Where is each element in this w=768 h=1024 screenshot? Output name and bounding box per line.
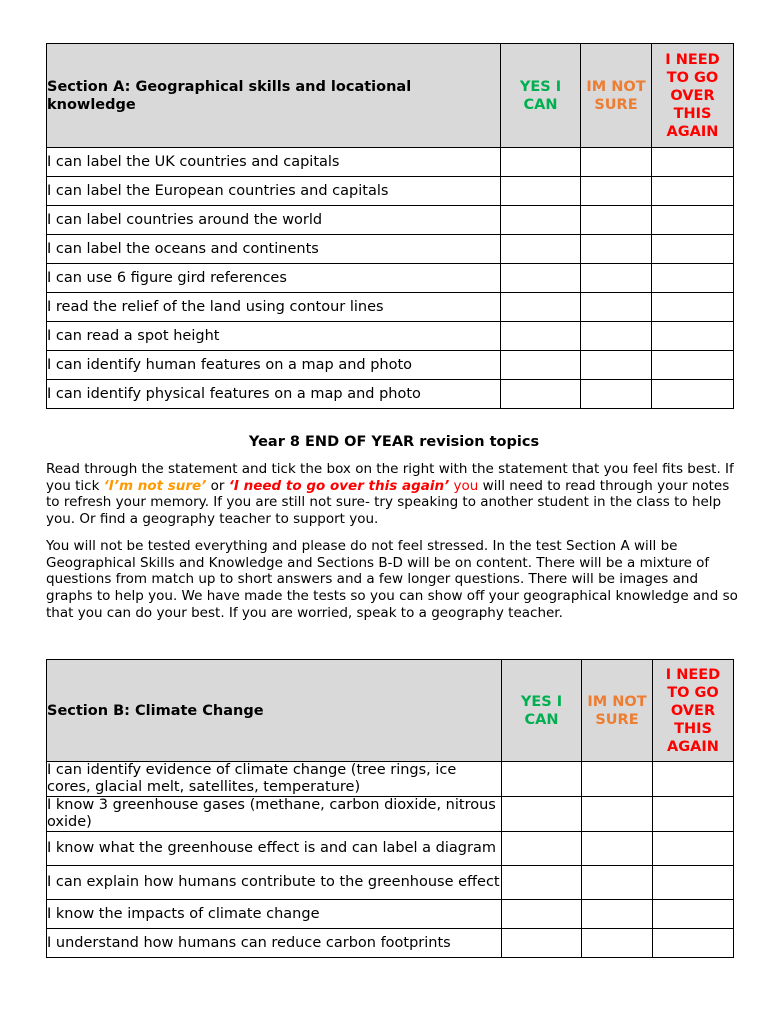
tick-box-yes[interactable] (501, 177, 581, 206)
statement-text: I know the impacts of climate change (47, 900, 502, 929)
statement-text: I can identify evidence of climate change (tree rings, ice cores, glacial melt, satellites, temperature) (47, 762, 502, 797)
instructions-text-2: or (206, 477, 229, 494)
tick-box-yes[interactable] (501, 322, 581, 351)
instructions-text-4: will need to read through your notes to refresh your memory. If you are still not sure- try speaking to another student in the class to help you. Or find a geography teacher to support you. (46, 477, 730, 528)
instructions-paragraph (46, 461, 746, 528)
tick-box-not-sure[interactable] (582, 900, 653, 929)
go-over-emphasis: ‘I need to go over this again’ (228, 477, 450, 494)
section-b-header-row (47, 660, 734, 762)
instructions-text-3: you (449, 477, 479, 494)
table-row (47, 322, 734, 351)
tick-box-yes[interactable] (502, 797, 582, 832)
statement-text: I can label countries around the world (47, 206, 501, 235)
tick-box-not-sure[interactable] (581, 351, 652, 380)
tick-box-again[interactable] (653, 762, 734, 797)
tick-box-yes[interactable] (502, 832, 582, 866)
tick-box-again[interactable] (652, 235, 734, 264)
tick-box-yes[interactable] (502, 900, 582, 929)
section-a-col-again: I NEED TO GO OVER THIS AGAIN (652, 44, 734, 148)
statement-text: I read the relief of the land using contour lines (47, 293, 501, 322)
statement-text: I can identify physical features on a map and photo (47, 380, 501, 409)
statement-text: I know what the greenhouse effect is and can label a diagram (47, 832, 502, 866)
tick-box-yes[interactable] (501, 148, 581, 177)
tick-box-yes[interactable] (501, 235, 581, 264)
statement-text: I can explain how humans contribute to the greenhouse effect (47, 866, 502, 900)
tick-box-yes[interactable] (501, 206, 581, 235)
section-b-col-yes: YES I CAN (502, 660, 582, 762)
tick-box-not-sure[interactable] (581, 148, 652, 177)
tick-box-yes[interactable] (502, 929, 582, 958)
tick-box-again[interactable] (652, 177, 734, 206)
table-row (47, 900, 734, 929)
tick-box-not-sure[interactable] (581, 322, 652, 351)
table-row (47, 206, 734, 235)
tick-box-not-sure[interactable] (581, 293, 652, 322)
test-info-paragraph: You will not be tested everything and please do not feel stressed. In the test Section A will be Geographical Skills and Knowledge and Sections B-D will be on content. There will be a mixture of questions from match up to short answers and a few longer questions. There will be images and graphs to help you. We have made the tests so you can show off your geographical knowledge and so that you can do your best. If you are worried, speak to a geography teacher. (46, 538, 738, 621)
tick-box-again[interactable] (652, 264, 734, 293)
table-row (47, 929, 734, 958)
statement-text: I can use 6 figure gird references (47, 264, 501, 293)
table-row (47, 797, 734, 832)
table-row (47, 293, 734, 322)
statement-text: I know 3 greenhouse gases (methane, carbon dioxide, nitrous oxide) (47, 797, 502, 832)
section-b-col-not-sure: IM NOT SURE (582, 660, 653, 762)
tick-box-again[interactable] (653, 797, 734, 832)
section-a-col-yes: YES I CAN (501, 44, 581, 148)
tick-box-yes[interactable] (501, 264, 581, 293)
section-b-col-again: I NEED TO GO OVER THIS AGAIN (653, 660, 734, 762)
page-heading: Year 8 END OF YEAR revision topics (248, 434, 540, 450)
tick-box-not-sure[interactable] (582, 929, 653, 958)
section-b-title: Section B: Climate Change (47, 660, 502, 762)
statement-text: I can read a spot height (47, 322, 501, 351)
tick-box-again[interactable] (653, 832, 734, 866)
statement-text: I can label the UK countries and capitals (47, 148, 501, 177)
statement-text: I understand how humans can reduce carbon footprints (47, 929, 502, 958)
tick-box-yes[interactable] (502, 866, 582, 900)
table-row (47, 148, 734, 177)
tick-box-not-sure[interactable] (581, 264, 652, 293)
statement-text: I can label the oceans and continents (47, 235, 501, 264)
tick-box-yes[interactable] (502, 762, 582, 797)
tick-box-again[interactable] (652, 148, 734, 177)
tick-box-not-sure[interactable] (581, 380, 652, 409)
table-row (47, 832, 734, 866)
tick-box-not-sure[interactable] (582, 866, 653, 900)
section-a-col-not-sure: IM NOT SURE (581, 44, 652, 148)
instructions-text-1: Read through the statement and tick the box on the right with the statement that you feel fits best. If you tick (46, 461, 734, 494)
table-row (47, 762, 734, 797)
tick-box-not-sure[interactable] (581, 206, 652, 235)
not-sure-emphasis: ‘I’m not sure’ (103, 477, 207, 494)
tick-box-again[interactable] (652, 293, 734, 322)
table-row (47, 235, 734, 264)
tick-box-again[interactable] (652, 380, 734, 409)
tick-box-not-sure[interactable] (582, 832, 653, 866)
tick-box-again[interactable] (653, 866, 734, 900)
tick-box-not-sure[interactable] (581, 177, 652, 206)
table-row (47, 177, 734, 206)
tick-box-again[interactable] (653, 900, 734, 929)
tick-box-again[interactable] (652, 351, 734, 380)
statement-text: I can label the European countries and capitals (47, 177, 501, 206)
tick-box-yes[interactable] (501, 293, 581, 322)
tick-box-again[interactable] (652, 322, 734, 351)
section-b-table (46, 659, 734, 958)
tick-box-again[interactable] (652, 206, 734, 235)
statement-text: I can identify human features on a map and photo (47, 351, 501, 380)
table-row (47, 264, 734, 293)
tick-box-not-sure[interactable] (581, 235, 652, 264)
tick-box-again[interactable] (653, 929, 734, 958)
section-a-title: Section A: Geographical skills and locational knowledge (47, 44, 501, 148)
section-a-table (46, 43, 734, 409)
tick-box-not-sure[interactable] (582, 797, 653, 832)
table-row (47, 380, 734, 409)
tick-box-yes[interactable] (501, 380, 581, 409)
section-a-header-row (47, 44, 734, 148)
tick-box-not-sure[interactable] (582, 762, 653, 797)
table-row (47, 866, 734, 900)
table-row (47, 351, 734, 380)
tick-box-yes[interactable] (501, 351, 581, 380)
